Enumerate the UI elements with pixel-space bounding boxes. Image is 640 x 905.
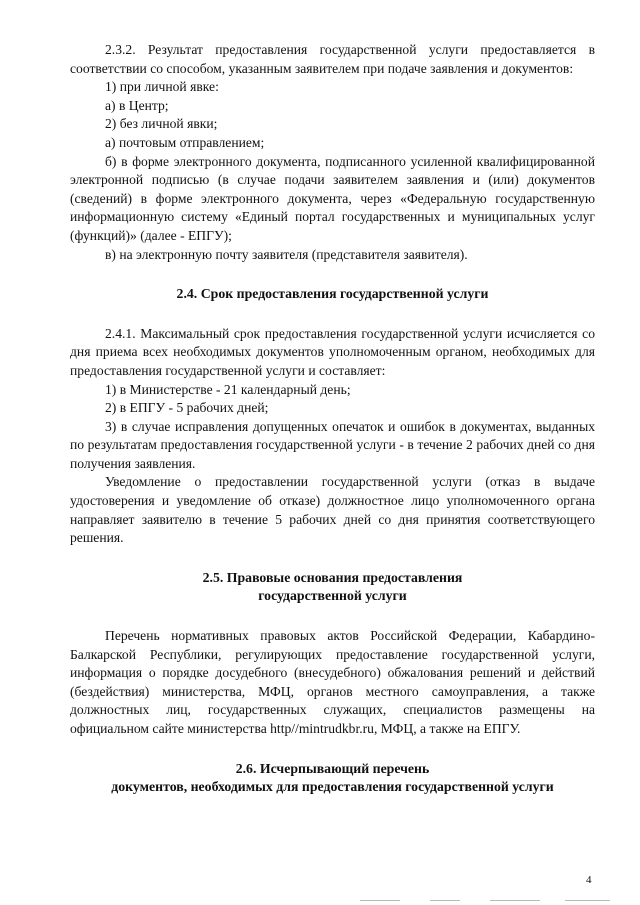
document-page	[70, 41, 595, 797]
section-heading-2-5-line2: государственной услуги	[258, 588, 407, 604]
list-item: 2) в ЕПГУ - 5 рабочих дней;	[105, 400, 269, 416]
paragraph-notice: Уведомление о предоставлении государственной услуги (отказ в выдаче удостоверения и уведомление об отказе) должностное лицо уполномоченного органа направляет заявителю в течение 5 рабочих дней со дня принятия соответствующего решения.	[70, 474, 595, 546]
paragraph-2-3-2-v: в) на электронную почту заявителя (представителя заявителя).	[105, 246, 468, 262]
paragraph-2-4-1-3: 3) в случае исправления допущенных опечаток и ошибок в документах, выданных по результатам предоставления государственной услуги - в течение 2 рабочих дней со дня получения заявления.	[70, 418, 595, 471]
list-item: а) в Центр;	[105, 97, 169, 113]
paragraph-2-3-2-b: б) в форме электронного документа, подписанного усиленной квалифицированной электронной подписью (в случае подачи заявителем заявления и (или) документов (сведений) в форме электронного документа, через «Федеральную государственную информационную систему «Единый портал государственных и муниципальных услуг (функций)» (далее - ЕПГУ);	[70, 153, 595, 243]
list-item: 1) при личной явке:	[105, 79, 219, 95]
section-heading-2-6-line1: 2.6. Исчерпывающий перечень	[235, 760, 430, 776]
list-item: 2) без личной явки;	[105, 116, 218, 132]
scan-artifact	[360, 900, 620, 902]
section-heading-2-6-line2: документов, необходимых для предоставления государственной услуги	[111, 779, 554, 795]
list-item: а) почтовым отправлением;	[105, 134, 265, 150]
section-heading-2-4: 2.4. Срок предоставления государственной услуги	[176, 286, 489, 302]
section-heading-2-5-line1: 2.5. Правовые основания предоставления	[202, 569, 463, 585]
page-number: 4	[586, 874, 592, 886]
paragraph-2-3-2: 2.3.2. Результат предоставления государственной услуги предоставляется в соответствии со способом, указанным заявителем при подаче заявления и документов:	[70, 42, 595, 76]
list-item: 1) в Министерстве - 21 календарный день;	[105, 381, 351, 397]
paragraph-2-5: Перечень нормативных правовых актов Российской Федерации, Кабардино-Балкарской Республики, регулирующих предоставление государственной услуги, информация о порядке досудебного (внесудебного) обжалования решений и действий (бездействия) министерства, МФЦ, органов местного самоуправления, а также должностных лиц, государственных служащих, специалистов размещены на официальном сайте министерства http//mintrudkbr.ru, МФЦ, а также на ЕПГУ.	[70, 628, 595, 736]
paragraph-2-4-1: 2.4.1. Максимальный срок предоставления государственной услуги исчисляется со дня приема всех необходимых документов уполномоченным органом, необходимых для предоставления государственной услуги и составляет:	[70, 325, 595, 378]
